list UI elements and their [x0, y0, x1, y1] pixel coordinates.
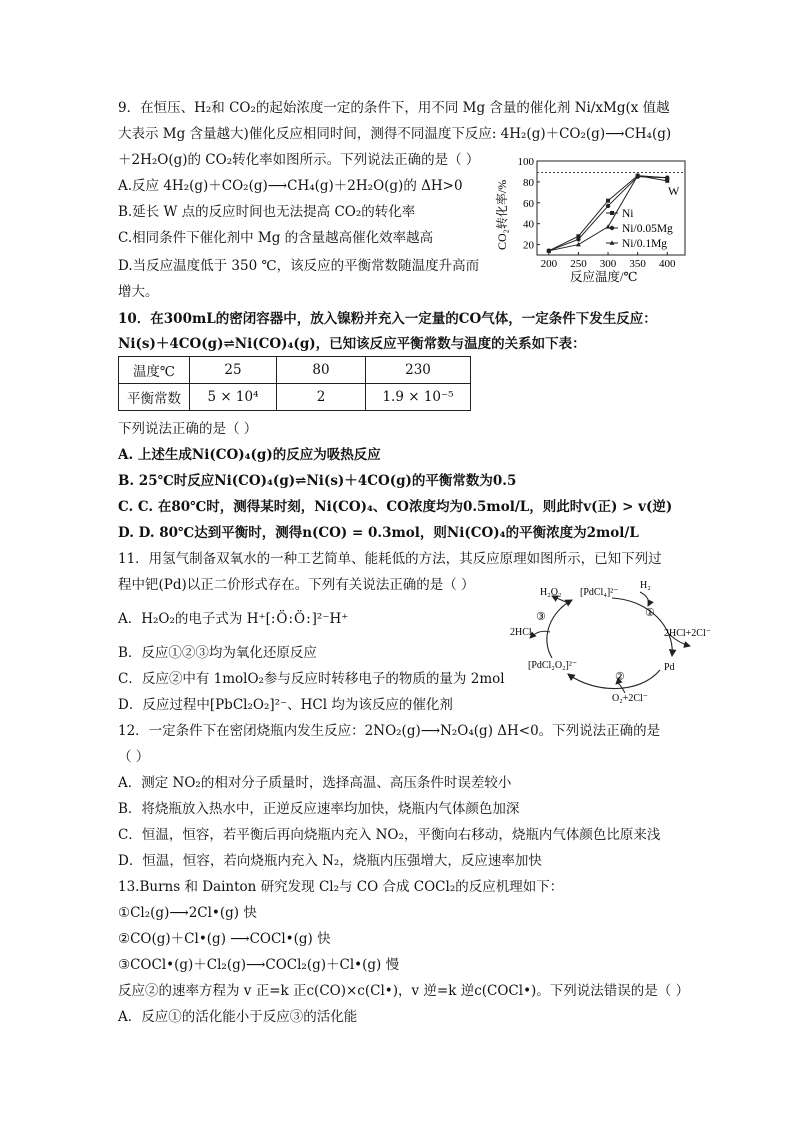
label-h2o2: H₂O₂ — [540, 587, 562, 598]
q10-option-a: A. 上述生成Ni(CO)₄(g)的反应为吸热反应 — [118, 447, 381, 463]
q9-option-d-line-2: 增大。 — [118, 284, 159, 300]
legend-marker — [610, 211, 614, 215]
table-cell: 25 — [190, 357, 277, 384]
table-cell: 80 — [277, 357, 366, 384]
q13-line-1: 13.Burns 和 Dainton 研究发现 Cl₂与 CO 合成 COCl₂的反应机理如下： — [118, 879, 564, 895]
label-pdcl4: [PdCl₄]²⁻ — [580, 587, 619, 598]
label-pdcl2o2: [PdCl₂O₂]²⁻ — [528, 660, 578, 671]
table-cell: 5 × 10⁴ — [190, 384, 277, 411]
table-header-k: 平衡常数 — [119, 384, 190, 411]
q9-option-a: A.反应 4H₂(g)＋CO₂(g)⟶CH₄(g)＋2H₂O(g)的 ΔH>0 — [118, 178, 463, 194]
label-o2-2cl: O₂+2Cl⁻ — [612, 693, 649, 704]
q13-step-3: ③COCl•(g)＋Cl₂(g)⟶COCl₂(g)＋Cl•(g) 慢 — [118, 957, 400, 973]
data-point — [576, 242, 581, 246]
chart-annotation-w: W — [668, 184, 680, 198]
table-header-temp: 温度℃ — [119, 357, 190, 384]
q11-option-b: B．反应①②③均为氧化还原反应 — [118, 645, 317, 661]
q9-line-3: ＋2H₂O(g)的 CO₂转化率如图所示。下列说法正确的是（ ） — [118, 152, 480, 168]
label-pd: Pd — [664, 662, 675, 673]
x-tick-label: 200 — [540, 258, 558, 270]
x-axis-label: 反应温度/℃ — [570, 270, 638, 283]
q13-step-2: ②CO(g)＋Cl•(g) ⟶COCl•(g) 快 — [118, 931, 331, 947]
y-axis-label: CO₂转化率/% — [495, 179, 509, 250]
q11-line-2: 程中钯(Pd)以正二价形式存在。下列有关说法正确的是（ ） — [118, 577, 475, 593]
label-2hcl-left: 2HCl — [510, 627, 532, 638]
q13-rate-equation: 反应②的速率方程为 v 正=k 正c(CO)×c(Cl•)，v 逆=k 逆c(COCl•)。下列说法错误的是（ ） — [118, 983, 690, 999]
label-h2: H₂ — [640, 580, 651, 591]
q11-line-1: 11．用氢气制备双氧水的一种工艺简单、能耗低的方法，其反应原理如图所示，已知下列过 — [118, 551, 662, 567]
label-step-2: ② — [615, 671, 625, 683]
legend-label: Ni — [622, 208, 634, 220]
table-row — [119, 357, 471, 384]
table-cell: 1.9 × 10⁻⁵ — [366, 384, 471, 411]
table-cell: 2 — [277, 384, 366, 411]
label-step-3: ③ — [536, 611, 546, 623]
x-tick-label: 400 — [658, 258, 676, 270]
legend-label: Ni/0.05Mg — [622, 223, 673, 235]
q9-option-c: C.相同条件下催化剂中 Mg 的含量越高催化效率越高 — [118, 230, 434, 246]
h2o2-electron-dots: :Ö:Ö: — [270, 611, 312, 627]
y-tick-label: 40 — [523, 218, 534, 231]
q13-option-a: A．反应①的活化能小于反应③的活化能 — [118, 1009, 358, 1025]
data-point — [576, 237, 580, 241]
q12-line-1: 12．一定条件下在密闭烧瓶内发生反应：2NO₂(g)⟶N₂O₄(g) ΔH<0。下列说法正确的是 — [118, 723, 661, 739]
label-2hcl-2cl: 2HCl+2Cl⁻ — [664, 628, 712, 639]
q11-option-a-suffix: ]²⁻H⁺ — [311, 611, 349, 627]
q10-prompt: 下列说法正确的是（ ） — [118, 421, 258, 437]
q12-option-c: C．恒温，恒容，若平衡后再向烧瓶内充入 NO₂，平衡向右移动，烧瓶内气体颜色比原来浅 — [118, 827, 661, 843]
q9-line-2: 大表示 Mg 含量越大)催化反应相同时间，测得不同温度下反应: 4H₂(g)＋CO₂(g)⟶CH₄(g) — [118, 126, 672, 142]
q11-option-d: D．反应过程中[PbCl₂O₂]²⁻、HCl 均为该反应的催化剂 — [118, 697, 453, 713]
q10-option-c: C. C. 在80℃时，测得某时刻，Ni(CO)₄、CO浓度均为0.5mol/L，则此时v(正) > v(逆) — [118, 499, 673, 515]
legend-marker — [610, 226, 614, 230]
co2-conversion-chart — [492, 155, 692, 283]
q9-line-1: 9．在恒压、H₂和 CO₂的起始浓度一定的条件下，用不同 Mg 含量的催化剂 Ni/xMg(x 值越 — [118, 100, 670, 116]
y-tick-label: 80 — [523, 176, 534, 189]
catalytic-cycle-diagram — [500, 578, 720, 704]
q11-option-a — [118, 610, 348, 628]
q12-option-d: D．恒温，恒容，若向烧瓶内充入 N₂，烧瓶内压强增大，反应速率加快 — [118, 853, 542, 869]
data-point — [606, 199, 610, 203]
y-tick-label: 20 — [523, 239, 534, 252]
q11-option-a-prefix: A．H₂O₂的电子式为 H⁺[ — [118, 611, 271, 627]
table-cell: 230 — [366, 357, 471, 384]
q9-option-b: B.延长 W 点的反应时间也无法提高 CO₂的转化率 — [118, 204, 416, 220]
q10-line-1: 10．在300mL的密闭容器中，放入镍粉并充入一定量的CO气体，一定条件下发生反应： — [118, 311, 657, 327]
table-row — [119, 384, 471, 411]
q10-option-b: B. 25℃时反应Ni(CO)₄(g)⇌Ni(s)＋4CO(g)的平衡常数为0.5 — [118, 473, 517, 489]
data-point — [606, 204, 610, 208]
q12-line-2: （ ） — [118, 749, 150, 765]
q12-option-b: B．将烧瓶放入热水中，正逆反应速率均加快，烧瓶内气体颜色加深 — [118, 801, 520, 817]
cycle-arc-left — [547, 600, 572, 658]
x-tick-label: 300 — [599, 258, 617, 270]
legend-label: Ni/0.1Mg — [622, 238, 668, 250]
q10-line-2: Ni(s)＋4CO(g)⇌Ni(CO)₄(g)，已知该反应平衡常数与温度的关系如下表： — [118, 336, 586, 352]
q9-option-d-line-1: D.当反应温度低于 350 ℃，该反应的平衡常数随温度升高而 — [118, 258, 480, 274]
q11-option-c: C．反应②中有 1molO₂参与反应时转移电子的物质的量为 2mol — [118, 671, 505, 687]
q12-option-a: A．测定 NO₂的相对分子质量时，选择高温、高压条件时误差较小 — [118, 775, 512, 791]
branch-h2 — [640, 592, 649, 606]
y-tick-label: 100 — [517, 156, 534, 168]
x-tick-label: 350 — [629, 258, 646, 270]
q13-step-1: ①Cl₂(g)⟶2Cl•(g) 快 — [118, 905, 257, 921]
q10-option-d: D. D. 80℃达到平衡时，测得n(CO) = 0.3mol，则Ni(CO)₄的平衡浓度为2mol/L — [118, 525, 639, 541]
x-tick-label: 250 — [570, 258, 587, 270]
y-tick-label: 60 — [523, 197, 534, 210]
cycle-arc-top-right — [612, 598, 672, 656]
label-step-1: ① — [645, 607, 655, 619]
equilibrium-constant-table — [118, 356, 471, 411]
cycle-arc-bottom — [568, 670, 660, 689]
